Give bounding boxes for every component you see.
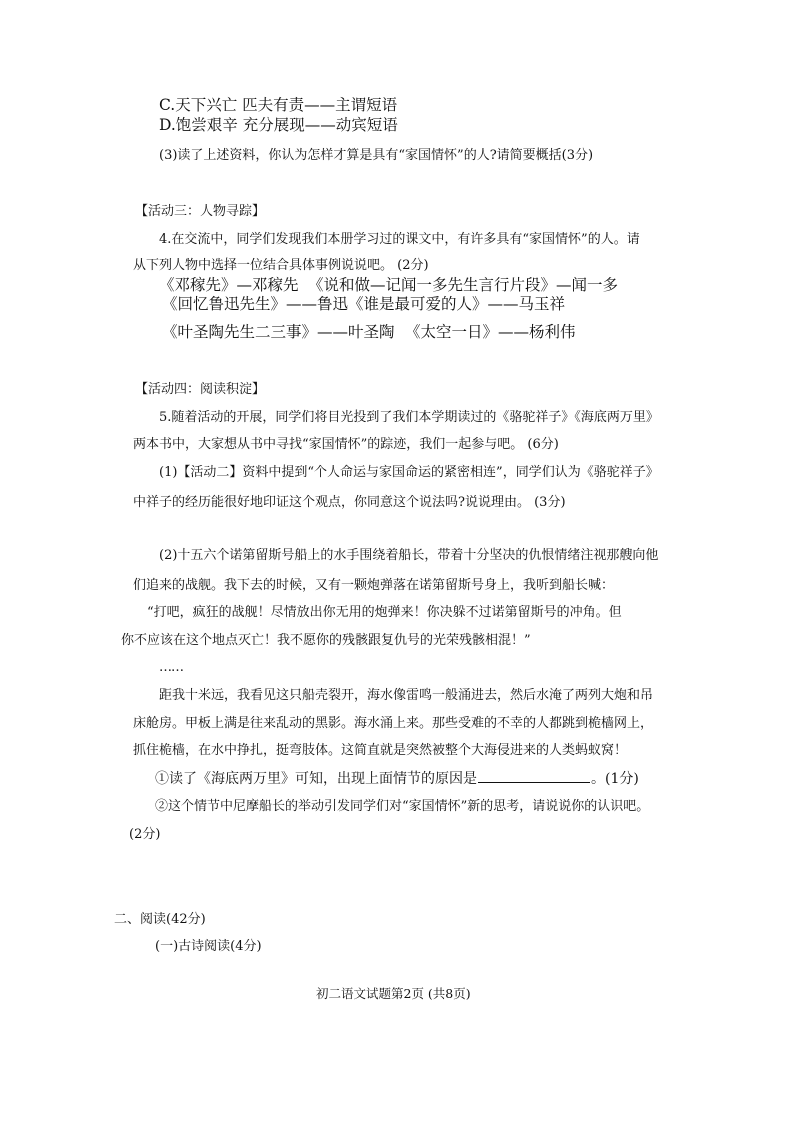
question-3: (3)读了上述资料，你认为怎样才算是具有“家国情怀”的人?请简要概括(3分) [159,148,594,163]
question-4-line2: 从下列人物中选择一位结合具体事例说说吧。 (2分) [133,258,429,273]
activity4-title: 【活动四：阅读积淀】 [135,382,266,397]
person-1-right: 《说和做—记闻一多先生言行片段》—闻一多 [308,276,619,294]
quote-line2: 你不应该在这个地点灭亡！我不愿你的残骸跟复仇号的光荣残骸相混！” [121,633,531,648]
person-2-right: 《谁是最可爱的人》——马玉祥 [348,295,566,313]
question-5-line2: 两本书中，大家想从书中寻找“家国情怀”的踪迹，我们一起参与吧。 (6分) [133,437,559,452]
question-4-line1: 4.在交流中，同学们发现我们本册学习过的课文中，有许多具有“家国情怀”的人。请 [159,232,640,247]
person-3-left: 《叶圣陶先生二三事》——叶圣陶 [162,323,395,341]
person-3-right: 《太空一日》——杨利伟 [405,323,576,341]
quote-line1: “打吧，疯狂的战舰！尽情放出你无用的炮弹来！你决躲不过诺第留斯号的冲角。但 [147,605,622,620]
activity3-title: 【活动三：人物寻踪】 [135,204,266,219]
passage-line1: 距我十米远，我看见这只船壳裂开，海水像雷鸣一般涌进去，然后水淹了两列大炮和吊 [159,688,654,703]
sub1-line1: (1)【活动二】资料中提到“个人命运与家国命运的紧密相连”，同学们认为《骆驼祥子》 [159,465,659,480]
question-5-line1: 5.随着活动的开展，同学们将目光投到了我们本学期读过的《骆驼祥子》《海底两万里》 [159,410,659,425]
sub2-line1: (2)十五六个诺第留斯号船上的水手围绕着船长，带着十分坚决的仇恨情绪注视那艘向他 [159,548,659,563]
section2-title: 二、阅读(42分) [114,912,206,927]
sub1-line2: 中祥子的经历能很好地印证这个观点，你同意这个说法吗?说说理由。 (3分) [133,495,566,510]
person-1-left: 《邓稼先》—邓稼先 [159,276,299,294]
passage-line2: 床舱房。甲板上满是往来乱动的黑影。海水涌上来。那些受难的不幸的人都跳到桅樯网上， [133,716,654,731]
sub-question-1-prefix: ①读了《海底两万里》可知，出现上面情节的原因是 [155,771,477,787]
ellipsis: …… [159,660,183,675]
sub-question-1-suffix: 。(1分) [591,771,639,787]
sub-question-1 [155,768,639,786]
sub2-line2: 们追来的战舰。我下去的时候，又有一颗炮弹落在诺第留斯号身上，我听到船长喊： [133,578,615,593]
section2-sub: (一)古诗阅读(4分) [155,939,262,954]
person-2-left: 《回忆鲁迅先生》——鲁迅 [162,295,349,313]
option-d: D.饱尝艰辛 充分展现——动宾短语 [159,116,398,134]
answer-blank[interactable] [478,768,590,783]
option-c: C.天下兴亡 匹夫有责——主谓短语 [159,96,398,114]
sub-question-2-line1: ②这个情节中尼摩船长的举动引发同学们对“家国情怀”新的思考，请说说你的认识吧。 [155,799,650,814]
passage-line3: 抓住桅樯，在水中挣扎，挺弯肢体。这简直就是突然被整个大海侵进来的人类蚂蚁窝！ [133,743,628,758]
sub-question-2-line2: (2分) [129,827,161,842]
page-footer: 初二语文试题第2页 (共8页) [316,986,471,1001]
